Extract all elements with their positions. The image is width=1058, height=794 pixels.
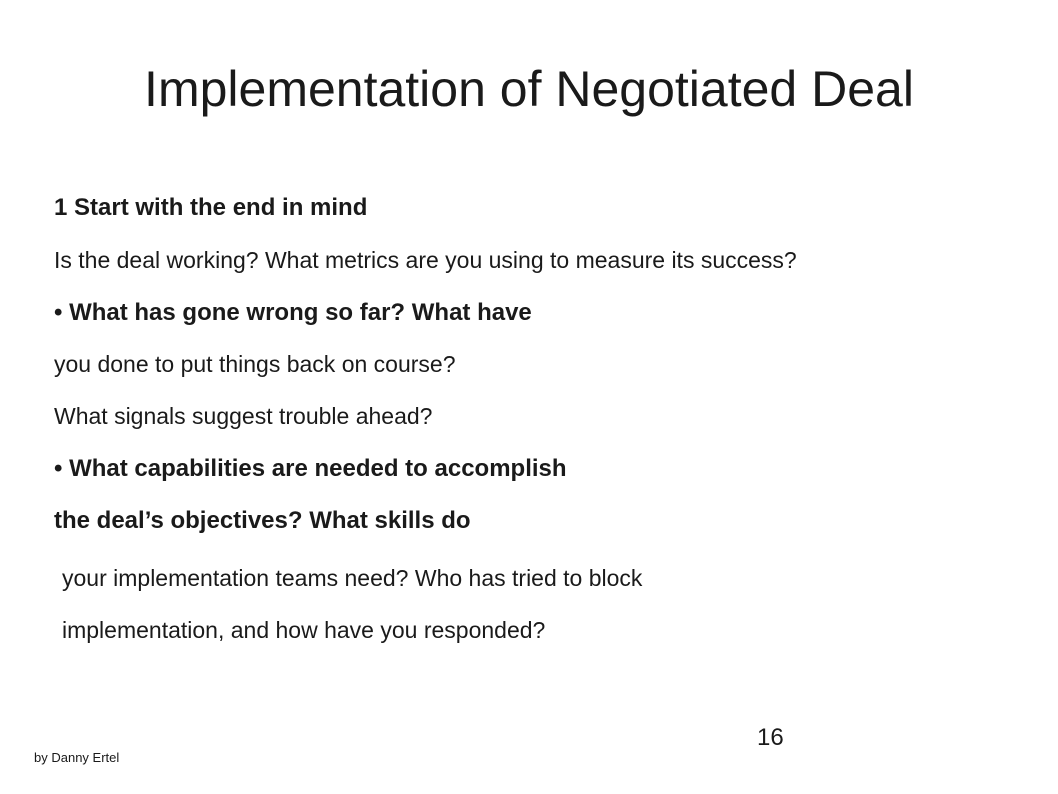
slide-title: Implementation of Negotiated Deal bbox=[144, 61, 914, 117]
body-line-responded: implementation, and how have you responded? bbox=[62, 617, 546, 643]
body-line-deal-working: Is the deal working? What metrics are you using to measure its success? bbox=[54, 247, 797, 273]
body-line-back-on-course: you done to put things back on course? bbox=[54, 351, 456, 377]
heading-start-with-end: 1 Start with the end in mind bbox=[54, 194, 368, 221]
author-credit: by Danny Ertel bbox=[34, 750, 120, 765]
body-line-trouble-ahead: What signals suggest trouble ahead? bbox=[54, 403, 433, 429]
bullet-gone-wrong: • What has gone wrong so far? What have bbox=[54, 299, 532, 326]
bullet-capabilities: • What capabilities are needed to accomplish bbox=[54, 455, 567, 482]
page-number: 16 bbox=[757, 724, 784, 751]
body-line-objectives: the deal’s objectives? What skills do bbox=[54, 507, 471, 534]
body-line-teams-need: your implementation teams need? Who has tried to block bbox=[62, 565, 643, 591]
